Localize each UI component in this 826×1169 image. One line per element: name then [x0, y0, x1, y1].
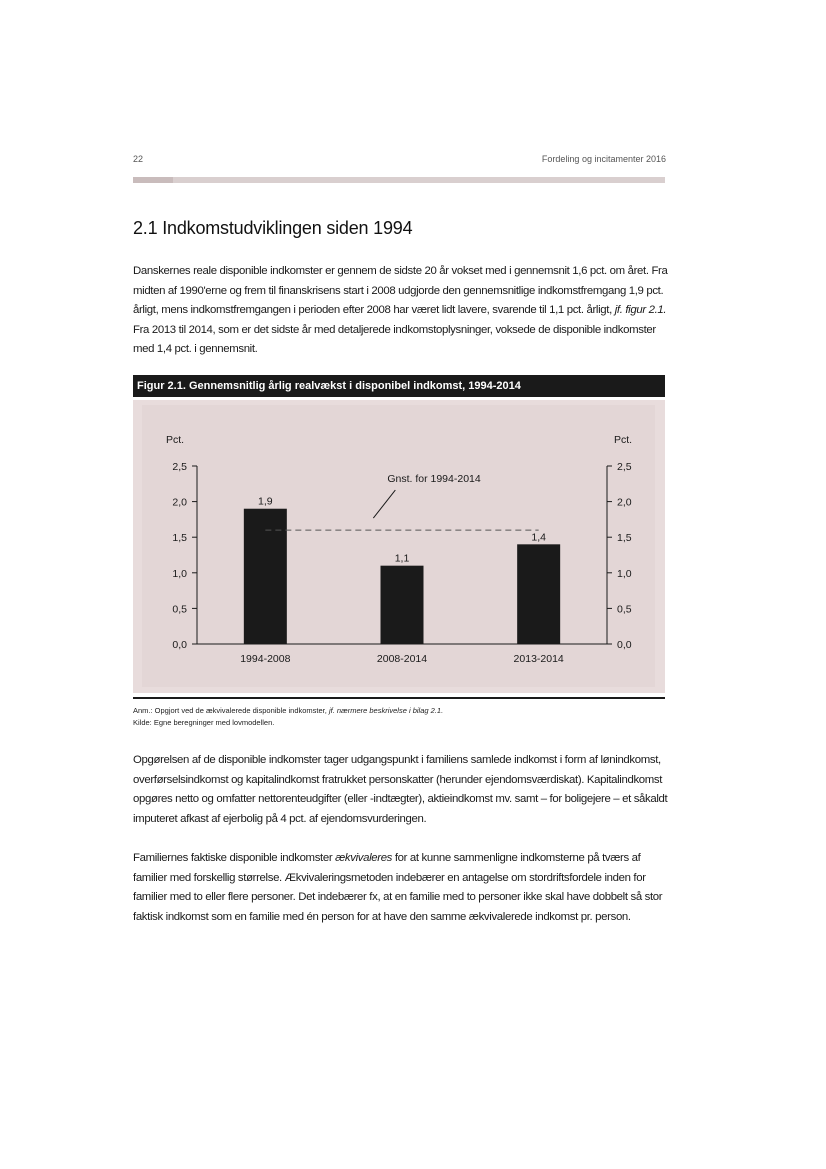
average-label: Gnst. for 1994-2014: [387, 473, 481, 486]
y-tick-label-right: 1,5: [617, 532, 632, 545]
y-tick-label-left: 0,5: [172, 603, 187, 616]
y-axis-label-left: Pct.: [166, 434, 185, 446]
x-tick-label: 1994-2008: [240, 653, 291, 665]
bar: [517, 544, 560, 644]
paragraph-2: Opgørelsen af de disponible indkomster tager udgangspunkt i familiens samlede indkomst i form af lønindkomst, overførselsindkomst og kapitalindkomst fratrukket personskatter (herunder ejendomsværdiskat). Kapitalindkomst opgøres netto og omfatter nettorenteudgifter (eller -indtægter), aktieindkomst mv. samt – for boligejere – et såkaldt imputeret afkast af ejerbolig på 4 pct. af ejendomsvurderingen.: [133, 754, 668, 825]
y-tick-label-right: 2,0: [617, 496, 632, 509]
figure-bottom-rule: [133, 697, 665, 699]
x-tick-label: 2008-2014: [376, 653, 428, 665]
y-tick-label-left: 1,0: [172, 567, 187, 580]
bar: [381, 566, 424, 644]
figure-source: Kilde: Egne beregninger med lovmodellen.: [133, 718, 275, 727]
y-tick-label-left: 2,5: [172, 461, 187, 473]
figure-note-text: Anm.: Opgjort ved de ækvivalerede disponible indkomster,: [133, 706, 329, 715]
figure-note: [133, 706, 443, 715]
paragraph-1: [133, 262, 668, 360]
y-tick-label-right: 2,5: [617, 461, 632, 473]
page-number: 22: [133, 154, 144, 164]
bar: [244, 509, 287, 644]
bar-value-label: 1,1: [394, 552, 410, 565]
y-tick-label-left: 0,0: [172, 639, 187, 651]
average-pointer: [373, 490, 395, 518]
paragraph-1-text-a: Danskernes reale disponible indkomster er gennem de sidste 20 år vokset med i gennemsnit 1,6 pct. om året. Fra midten af 1990'erne og frem til finanskrisens start i 2008 udgjorde den gennemsnitlige indkomstfremgang 1,9 pct. årligt, mens indkomstfremgangen i perioden efter 2008 har været lidt lavere, svarende til 1,1 pct. årligt,: [133, 265, 668, 317]
y-axis-label-right: Pct.: [614, 434, 633, 446]
bar-chart: [133, 400, 665, 693]
figure-note-reference: jf. nærmere beskrivelse i bilag 2.1.: [328, 706, 444, 715]
figure-reference: jf. figur 2.1.: [614, 304, 667, 317]
publication-title: Fordeling og incitamenter 2016: [541, 154, 666, 164]
bar-value-label: 1,9: [258, 495, 273, 508]
header-rule: [133, 177, 665, 183]
paragraph-3-text-b: for at kunne sammenligne indkomsterne på tværs af familier med forskellig størrelse. Ækvivaleringsmetoden indebærer en antagelse om stordriftsfordele inden for familier med to eller flere personer. Det indebærer fx, at en familie med to personer ikke skal have dobbelt så stor faktisk indkomst som en familie med én person for at have den samme ækvivalerede indkomst pr. person.: [133, 852, 663, 923]
y-tick-label-left: 2,0: [172, 496, 187, 509]
paragraph-3: [133, 849, 668, 927]
paragraph-3-emphasis: ækvivaleres: [335, 852, 393, 864]
section-title: 2.1 Indkomstudviklingen siden 1994: [133, 218, 413, 238]
bar-value-label: 1,4: [531, 531, 546, 544]
figure-title: Figur 2.1. Gennemsnitlig årlig realvækst i disponibel indkomst, 1994-2014: [133, 375, 665, 397]
y-tick-label-right: 1,0: [617, 567, 632, 580]
paragraph-3-text-a: Familiernes faktiske disponible indkomster: [133, 852, 336, 864]
y-tick-label-left: 1,5: [172, 532, 187, 545]
x-tick-label: 2013-2014: [513, 653, 564, 665]
y-tick-label-right: 0,0: [617, 639, 632, 651]
paragraph-1-text-b: Fra 2013 til 2014, som er det sidste år med detaljerede indkomstoplysninger, voksede de disponible indkomster med 1,4 pct. i gennemsnit.: [133, 323, 656, 356]
y-tick-label-right: 0,5: [617, 603, 632, 616]
